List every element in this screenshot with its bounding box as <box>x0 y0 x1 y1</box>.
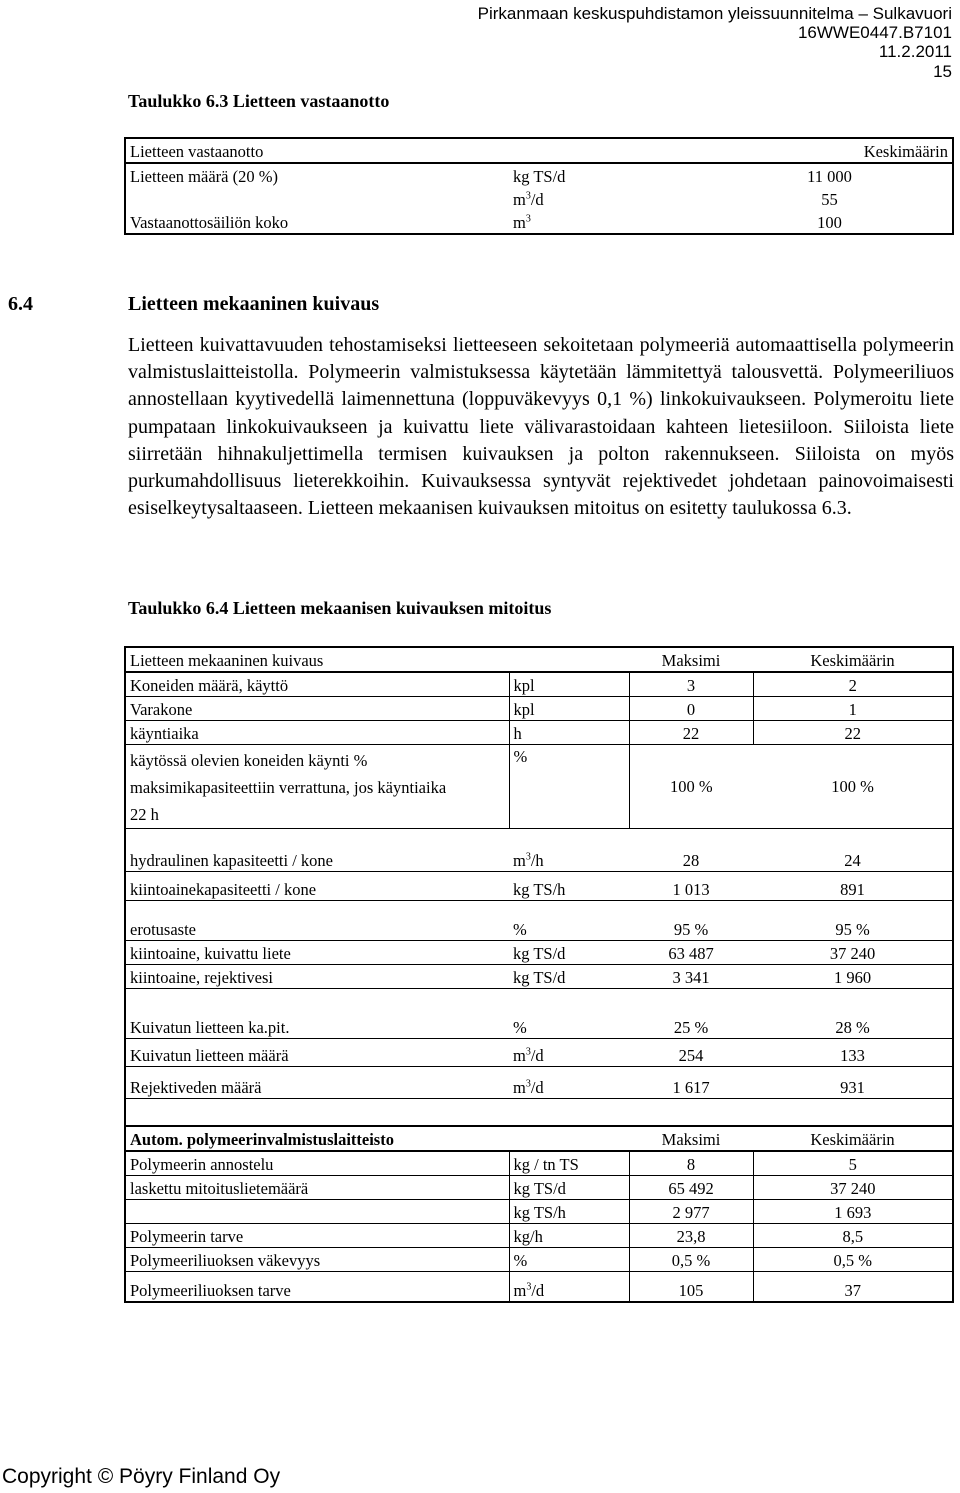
table-row <box>125 941 953 965</box>
row-label: Lietteen määrä (20 %) <box>130 167 278 186</box>
row-label: Polymeerin annostelu <box>125 1151 509 1176</box>
table-row <box>125 917 953 941</box>
table-header-row <box>125 1126 953 1151</box>
row-unit: % <box>509 745 629 829</box>
row-max: 22 <box>629 721 753 745</box>
row-average: 37 240 <box>830 1179 876 1198</box>
row-average: 931 <box>840 1078 865 1097</box>
table-row <box>125 1248 953 1272</box>
row-max: 100 % <box>669 776 713 796</box>
row-label: Vastaanottosäiliön koko <box>130 213 289 232</box>
row-unit: kg/h <box>509 1224 629 1248</box>
row-max: 1 013 <box>672 880 710 899</box>
row-max: 2 977 <box>629 1200 753 1224</box>
row-unit: $m^3/h$ <box>513 851 544 870</box>
row-max: 28 <box>682 851 700 870</box>
row-unit: kg TS/h <box>513 880 566 899</box>
header-label: Lietteen mekaaninen kuivaus <box>130 651 324 670</box>
row-max: 23,8 <box>629 1224 753 1248</box>
row-max: 25 % <box>673 1018 709 1037</box>
table-row <box>125 721 953 745</box>
header-average: Keskimäärin <box>863 142 948 161</box>
row-max: 63 487 <box>668 944 714 963</box>
table-row <box>125 672 953 697</box>
table-row <box>125 1176 953 1200</box>
row-average: 100 % <box>831 776 874 796</box>
row-max: 1 617 <box>672 1078 710 1097</box>
table-row <box>125 1151 953 1176</box>
row-max: 3 341 <box>672 968 710 987</box>
table-row <box>125 745 953 829</box>
row-label: Polymeeriliuoksen tarve <box>125 1272 509 1303</box>
row-average: 28 % <box>835 1018 870 1037</box>
table-row <box>125 210 953 234</box>
header-date: 11.2.2011 <box>878 42 952 61</box>
row-max: 95 % <box>673 920 709 939</box>
row-label: kiintoaine, kuivattu liete <box>130 944 291 963</box>
header-page-number: 15 <box>933 62 952 81</box>
row-label: erotusaste <box>130 920 196 939</box>
row-unit: kpl <box>509 697 629 721</box>
header-max: Maksimi <box>661 1130 721 1149</box>
table-header-row <box>125 138 953 163</box>
row-average: 0,5 % <box>833 1251 872 1270</box>
row-label <box>125 187 509 210</box>
row-label: Rejektiveden määrä <box>130 1078 262 1097</box>
table-row <box>125 1224 953 1248</box>
row-average: 37 <box>844 1281 861 1300</box>
table-row <box>125 1200 953 1224</box>
row-max: 0 <box>629 697 753 721</box>
row-max: 254 <box>678 1046 704 1065</box>
table-row <box>125 187 953 210</box>
row-average: 1 <box>848 700 857 719</box>
row-average: 55 <box>821 190 838 209</box>
row-average: 24 <box>844 851 861 870</box>
row-unit: $m^3$ <box>513 213 531 232</box>
row-unit: kg / tn TS <box>509 1151 629 1176</box>
row-label: kiintoainekapasiteetti / kone <box>130 880 317 899</box>
row-average: 891 <box>840 880 865 899</box>
row-label <box>125 1200 509 1224</box>
header-document-id: 16WWE0447.B7101 <box>797 23 952 42</box>
table-6-4 <box>124 646 954 1303</box>
table-row <box>125 163 953 187</box>
table-row <box>125 965 953 989</box>
table-6-3-caption: Taulukko 6.3 Lietteen vastaanotto <box>128 91 390 111</box>
row-average: 100 <box>817 213 842 232</box>
row-average: 1 960 <box>833 968 872 987</box>
row-average: 2 <box>848 676 857 695</box>
row-unit: $m^3/d$ <box>509 1272 629 1303</box>
table-row <box>125 1067 953 1099</box>
row-average: 8,5 <box>842 1227 864 1246</box>
row-unit: kg TS/d <box>513 167 566 186</box>
row-unit: kg TS/d <box>513 944 566 963</box>
row-average: 11 000 <box>807 167 852 186</box>
header-average: Keskimäärin <box>810 1130 895 1149</box>
table-row <box>125 872 953 901</box>
table-row <box>125 1015 953 1039</box>
row-unit: % <box>509 1248 629 1272</box>
row-max: 65 492 <box>629 1176 753 1200</box>
table-6-3 <box>124 137 954 235</box>
row-unit: kg TS/d <box>509 1176 629 1200</box>
copyright-footer: Copyright © Pöyry Finland Oy <box>2 1465 281 1488</box>
row-label: käytössä olevien koneiden käynti % maksimikapasiteettiin verrattuna, jos käyntiaika 22 h <box>125 745 509 829</box>
row-average: 22 <box>844 724 861 743</box>
row-label: Koneiden määrä, käyttö <box>125 672 509 697</box>
section-number: 6.4 <box>8 293 33 315</box>
row-max: 8 <box>629 1151 753 1176</box>
row-unit: h <box>509 721 629 745</box>
row-average: 95 % <box>835 920 870 939</box>
header-average: Keskimäärin <box>810 651 895 670</box>
row-max: 105 <box>629 1272 753 1303</box>
row-average: 1 693 <box>834 1203 872 1222</box>
header-project-title: Pirkanmaan keskuspuhdistamon yleissuunnitelma – Sulkavuori <box>477 4 952 23</box>
header-label: Lietteen vastaanotto <box>130 142 264 161</box>
header-max: Maksimi <box>661 651 721 670</box>
row-label: hydraulinen kapasiteetti / kone <box>130 851 333 870</box>
section-title: Lietteen mekaaninen kuivaus <box>128 293 380 315</box>
section-heading <box>8 293 379 316</box>
row-average: 37 240 <box>829 944 876 963</box>
row-max: 3 <box>629 672 753 697</box>
table-row <box>125 1039 953 1067</box>
row-unit: % <box>513 1018 527 1037</box>
table-6-4-caption: Taulukko 6.4 Lietteen mekaanisen kuivauksen mitoitus <box>128 598 552 618</box>
header-label: Autom. polymeerinvalmistuslaitteisto <box>130 1130 394 1149</box>
row-unit: $m^3/d$ <box>513 190 544 209</box>
row-label: käyntiaika <box>125 721 509 745</box>
row-max: 0,5 % <box>629 1248 753 1272</box>
row-label: Kuivatun lietteen ka.pit. <box>130 1018 290 1037</box>
row-label: Polymeerin tarve <box>125 1224 509 1248</box>
row-average: 5 <box>848 1155 857 1174</box>
table-row <box>125 843 953 872</box>
row-label: kiintoaine, rejektivesi <box>130 968 273 987</box>
row-unit: $m^3/d$ <box>513 1046 544 1065</box>
table-row <box>125 697 953 721</box>
row-label: laskettu mitoituslietemäärä <box>125 1176 509 1200</box>
row-unit: % <box>513 920 527 939</box>
row-label: Varakone <box>125 697 509 721</box>
row-unit: kg TS/d <box>513 968 566 987</box>
row-label: Polymeeriliuoksen väkevyys <box>125 1248 509 1272</box>
row-label: Kuivatun lietteen määrä <box>130 1046 289 1065</box>
row-unit: kpl <box>509 672 629 697</box>
section-paragraph: Lietteen kuivattavuuden tehostamiseksi lietteeseen sekoitetaan polymeeriä automaattisella polymeerin valmistuslaitteistolla. Polymeerin valmistuksessa käytetään lämmitettyä talousvettä. Polymeeriliuos annostellaan kyytivedellä laimennettuna (loppuväkevyys 0,1 %) linkokuivaukseen. Polymeroitu liete pumpataan linkokuivaukseen ja kuivattu liete välivarastoidaan kahteen lietesiiloon. Siiloista liete siirretään hihnakuljettimella termisen kuivauksen ja polton rakennukseen. Siiloista on myös purkumahdollisuus lieterekkoihin. Kuivauksessa syntyvät rejektivedet johdetaan painovoimaisesti esiselkeytysaltaaseen. Lietteen mekaanisen kuivauksen mitoitus on esitetty taulukossa 6.3. <box>128 334 954 520</box>
row-average: 133 <box>840 1046 865 1065</box>
row-unit: kg TS/h <box>509 1200 629 1224</box>
table-row <box>125 1272 953 1303</box>
row-unit: $m^3/d$ <box>513 1078 544 1097</box>
table-header-row <box>125 647 953 672</box>
